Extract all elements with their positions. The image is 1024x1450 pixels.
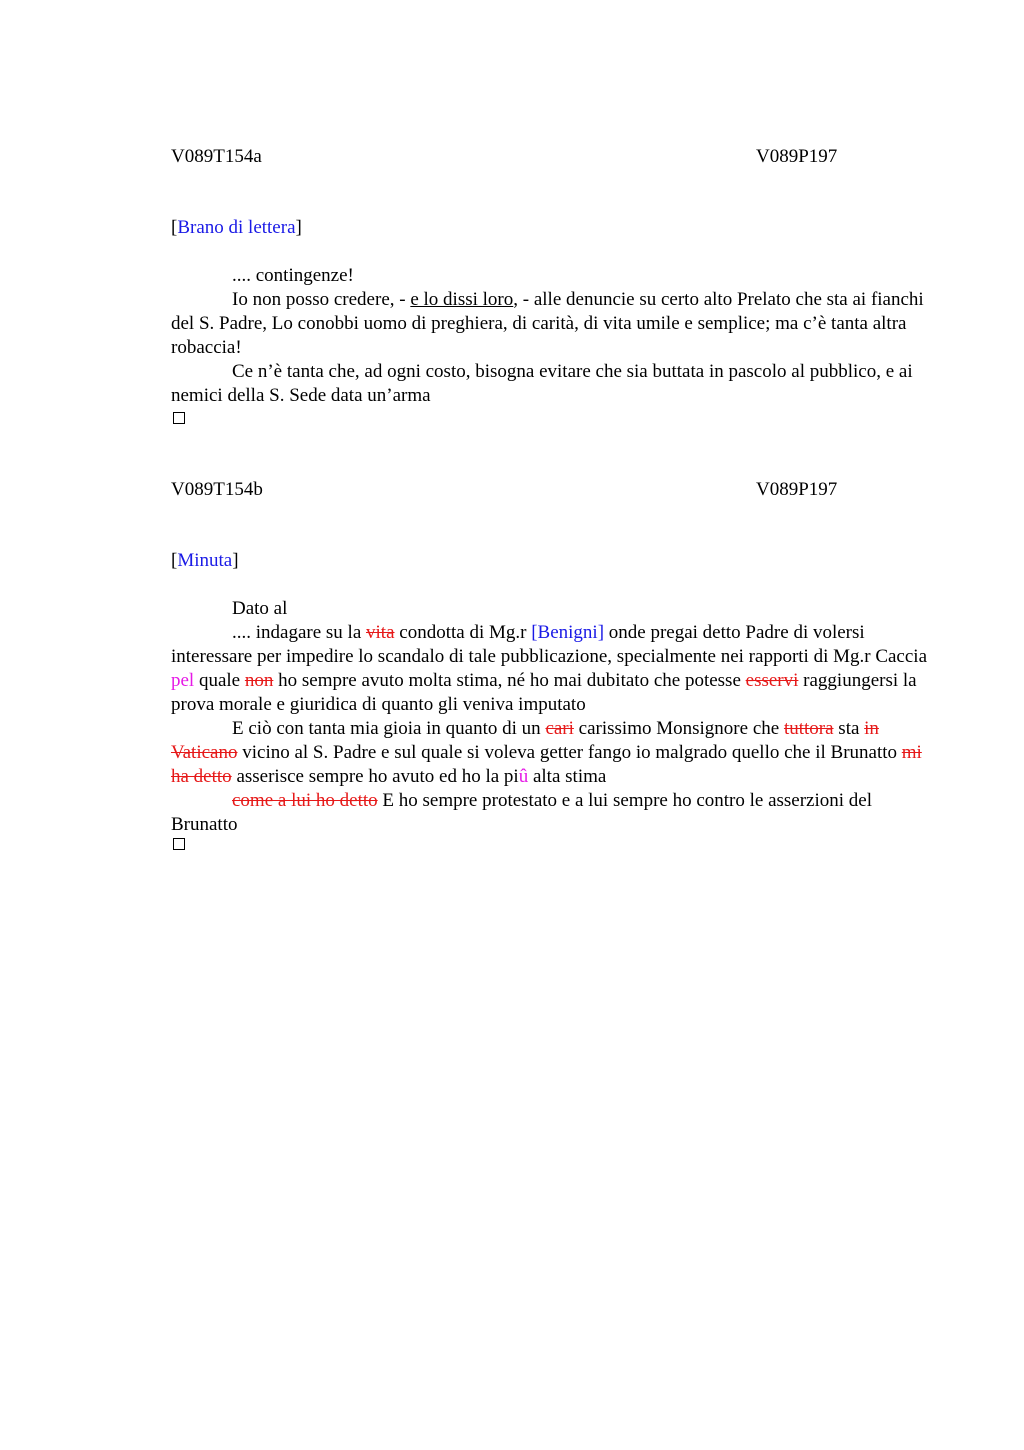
deleted-text: in Vaticano [171, 718, 879, 763]
doc2-p2-text-1: .... indagare su la [232, 622, 367, 643]
deleted-text: vita [366, 622, 395, 643]
doc2-heading [171, 550, 239, 572]
doc1-paragraph-2 [171, 288, 931, 360]
inserted-text: pel [171, 670, 195, 691]
doc2-paragraph-1: Dato al [232, 598, 288, 619]
doc2-paragraph-4 [171, 789, 931, 837]
doc2-heading-close: ] [232, 550, 239, 571]
doc2-id-right: V089P197 [756, 479, 838, 500]
doc2-p2-text-2: condotta di Mg.r [394, 622, 532, 643]
end-of-text-square-icon [173, 412, 185, 424]
inserted-text: û [518, 766, 529, 787]
deleted-text: come a lui ho detto [232, 790, 378, 811]
doc1-p2-text-1: Io non posso credere, - [232, 289, 411, 310]
doc2-p4-text-1: E ho sempre protestato e a lui sempre ho contro le asserzioni del Brunatto [171, 790, 873, 835]
deleted-text: esservi [745, 670, 799, 691]
doc1-p2-text-2: , - alle denuncie su certo alto Prelato che sta ai fianchi del S. Padre, Lo conobbi uomo di preghiera, di carità, di vita umile e semplice; ma c’è tanta altra robaccia! [171, 289, 924, 358]
doc2-heading-open: [ [171, 550, 178, 571]
doc2-id-left: V089T154b [171, 479, 263, 500]
doc2-p2-text-5: ho sempre avuto molta stima, né ho mai dubitato che potesse [273, 670, 746, 691]
deleted-text: mi ha detto [171, 742, 922, 787]
doc2-p3-text-2: carissimo Monsignore che [573, 718, 784, 739]
doc2-heading-label: Minuta [177, 550, 233, 571]
doc2-paragraph-3 [171, 717, 931, 789]
doc2-paragraph-2 [171, 621, 931, 717]
doc2-p3-text-1: E ciò con tanta mia gioia in quanto di un [232, 718, 546, 739]
doc1-paragraph-3: Ce n’è tanta che, ad ogni costo, bisogna evitare che sia buttata in pascolo al pubblico, e ai nemici della S. Sede data un’arma [171, 361, 913, 406]
doc1-paragraph-1: .... contingenze! [232, 265, 354, 286]
doc1-body [171, 264, 931, 408]
doc1-heading-close: ] [295, 217, 302, 238]
doc2-p3-text-5: asserisce sempre ho avuto ed ho la pi [231, 766, 519, 787]
doc1-p2-underlined: e lo dissi loro [410, 289, 514, 310]
doc1-heading-open: [ [171, 217, 178, 238]
doc1-id-left: V089T154a [171, 146, 262, 167]
end-of-text-square-icon [173, 838, 185, 850]
doc2-p2-text-6: raggiungersi la prova morale e giuridica di quanto gli veniva imputato [171, 670, 917, 715]
deleted-text: non [244, 670, 274, 691]
doc2-p3-text-4: vicino al S. Padre e sul quale si voleva getter fango io malgrado quello che il Brunatto [237, 742, 902, 763]
doc2-p2-text-3: onde pregai detto Padre di volersi interessare per impedire lo scandalo di tale pubblicazione, specialmente nei rapporti di Mg.r Caccia [171, 622, 928, 667]
doc1-id-right: V089P197 [756, 146, 838, 167]
doc2-p3-text-6: alta stima [528, 766, 607, 787]
doc2-p2-text-4: quale [194, 670, 245, 691]
editorial-name: [Benigni] [531, 622, 605, 643]
deleted-text: tuttora [783, 718, 834, 739]
deleted-text: cari [545, 718, 574, 739]
doc1-heading-label: Brano di lettera [177, 217, 296, 238]
doc2-p3-text-3: sta [833, 718, 865, 739]
doc2-body [171, 597, 931, 837]
doc1-heading [171, 217, 302, 239]
